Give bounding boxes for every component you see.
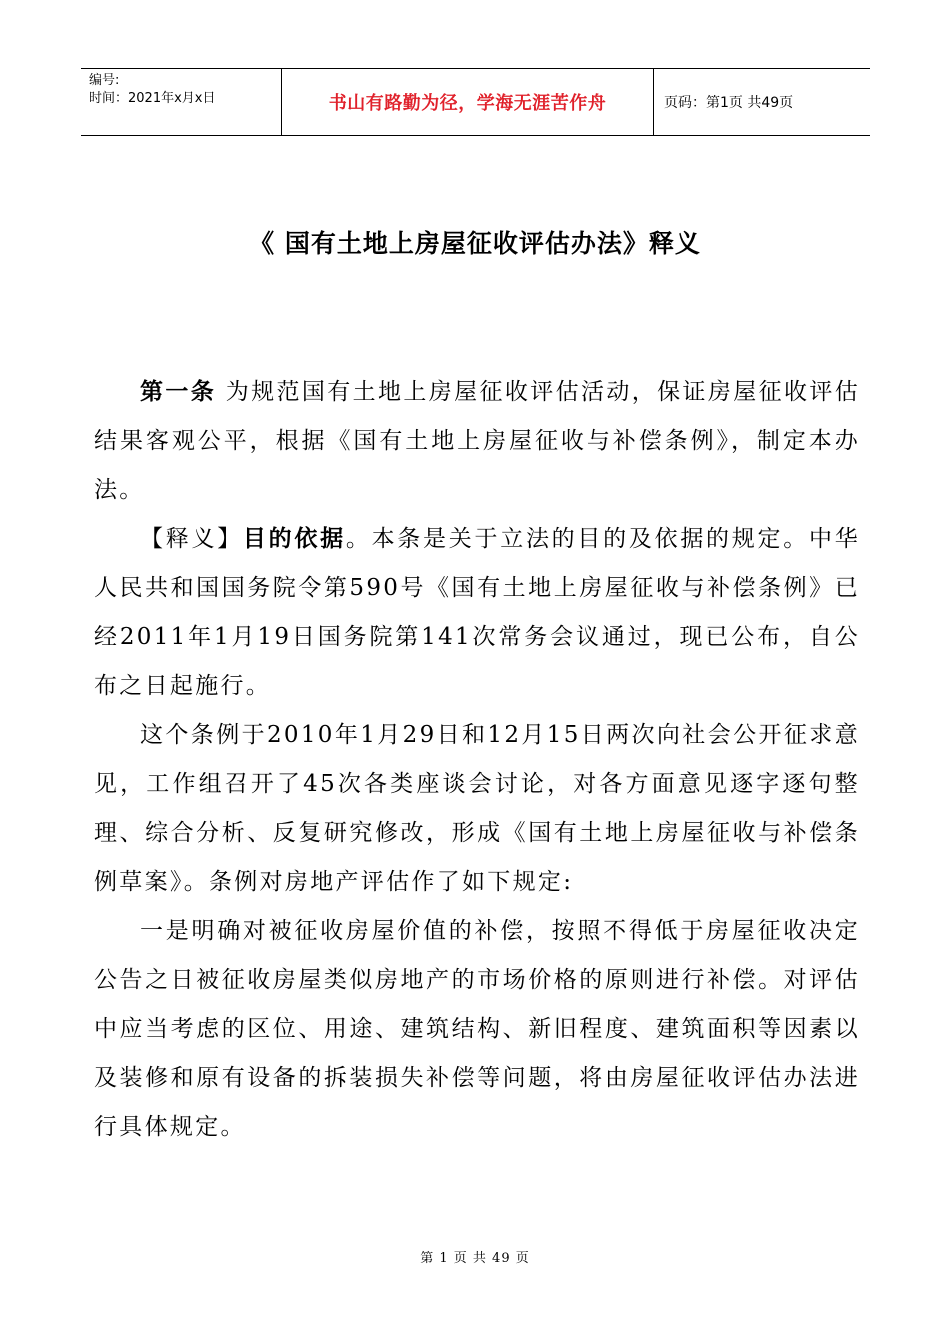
article-1-text: 为规范国有土地上房屋征收评估活动，保证房屋征收评估结果客观公平，根据《国有土地上房屋征收与补偿条例》，制定本办法。 (94, 379, 860, 503)
header-motto: 书山有路勤为径，学海无涯苦作舟 (282, 69, 654, 135)
interpretation-text: 。本条是关于立法的目的及依据的规定。中华人民共和国国务院令第590号《国有土地上房屋征收与补偿条例》已经2011年1月19日国务院第141次常务会议通过，现已公布，自公布之日起施行。 (94, 526, 861, 699)
body-paragraph: 这个条例于2010年1月29日和12月15日两次向社会公开征求意见，工作组召开了45次各类座谈会讨论，对各方面意见逐字逐句整理、综合分析、反复研究修改，形成《国有土地上房屋征收与补偿条例草案》。条例对房地产评估作了如下规定: (94, 722, 860, 895)
time-label: 时间：2021年x月x日 (89, 91, 216, 106)
article-1-heading: 第一条 (140, 379, 217, 405)
header-page-info: 页码：第1页 共49页 (664, 95, 794, 111)
document-body (94, 368, 860, 1152)
document-header (81, 68, 870, 136)
article-1-paragraph (94, 368, 860, 515)
body-paragraph: 一是明确对被征收房屋价值的补偿，按照不得低于房屋征收决定公告之日被征收房屋类似房地产的市场价格的原则进行补偿。对评估中应当考虑的区位、用途、建筑结构、新旧程度、建筑面积等因素以及装修和原有设备的拆装损失补偿等问题，将由房屋征收评估办法进行具体规定。 (94, 918, 860, 1140)
page-footer: 第 1 页 共 49 页 (420, 1251, 530, 1266)
interpretation-topic: 目的依据 (242, 526, 346, 552)
document-title: 《 国有土地上房屋征收评估办法》释义 (249, 229, 701, 258)
number-label: 编号: (89, 73, 120, 88)
interpretation-paragraph (94, 515, 860, 711)
interpretation-label: 【释义】 (140, 526, 243, 552)
header-meta (81, 69, 282, 135)
